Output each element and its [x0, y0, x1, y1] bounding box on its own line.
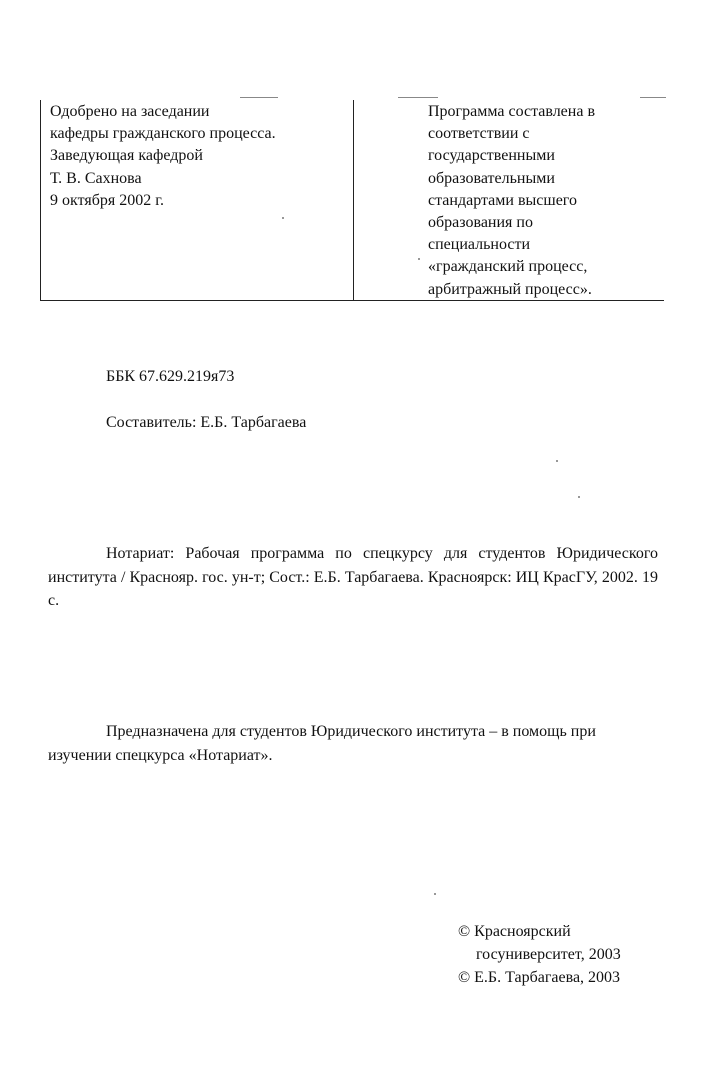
- approval-box: [40, 100, 664, 301]
- scan-artifact-dash: [240, 97, 278, 98]
- approval-right-line: государственными: [428, 147, 555, 165]
- bibliographic-description: Нотариат: Рабочая программа по спецкурсу для студентов Юридического института / Краснояр. гос. ун-т; Сост.: Е.Б. Тарбагаева. Красноярск: ИЦ КрасГУ, 2002. 19 с.: [48, 545, 658, 609]
- copyright-line: © Е.Б. Тарбагаева, 2003: [458, 969, 621, 986]
- approval-right-text: [428, 101, 595, 301]
- approval-left-line: Заведующая кафедрой: [50, 147, 203, 165]
- approval-left-line: Одобрено на заседании: [50, 103, 210, 120]
- approval-right-line: соответствии с: [428, 125, 530, 143]
- copyright-line: госуниверситет, 2003: [476, 946, 621, 963]
- approval-left-line: кафедры гражданского процесса.: [50, 125, 276, 143]
- approval-right-line: «гражданский процесс,: [428, 258, 588, 276]
- approval-right-line: Программа составлена в: [428, 103, 595, 120]
- approval-right-line: образовательными: [428, 169, 555, 187]
- approval-left-line: 9 октября 2002 г.: [50, 191, 164, 209]
- scan-speck: [578, 496, 580, 498]
- purpose-statement: Предназначена для студентов Юридического института – в помощь при изучении спецкурса «Нотариат».: [48, 723, 596, 764]
- approval-left-text: [50, 101, 276, 212]
- approval-right-line: стандартами высшего: [428, 191, 577, 209]
- compiler-line: Составитель: Е.Б. Тарбагаева: [106, 414, 307, 431]
- approval-left-line: Т. В. Сахнова: [50, 169, 142, 187]
- scan-speck: [282, 217, 284, 219]
- copyright-block: [458, 920, 621, 989]
- scan-artifact-dash: [398, 97, 438, 98]
- scan-speck: [434, 893, 436, 895]
- copyright-line: © Красноярский: [458, 923, 571, 940]
- approval-right-line: арбитражный процесс».: [428, 280, 592, 298]
- bbk-code: ББК 67.629.219я73: [106, 368, 235, 385]
- scan-artifact-dash: [640, 97, 666, 98]
- scan-speck: [556, 460, 558, 462]
- scan-speck: [418, 258, 420, 260]
- approval-right-line: специальности: [428, 236, 531, 254]
- approval-right-line: образования по: [428, 214, 533, 232]
- approval-left-cell: [40, 100, 354, 300]
- approval-right-cell: [354, 100, 664, 300]
